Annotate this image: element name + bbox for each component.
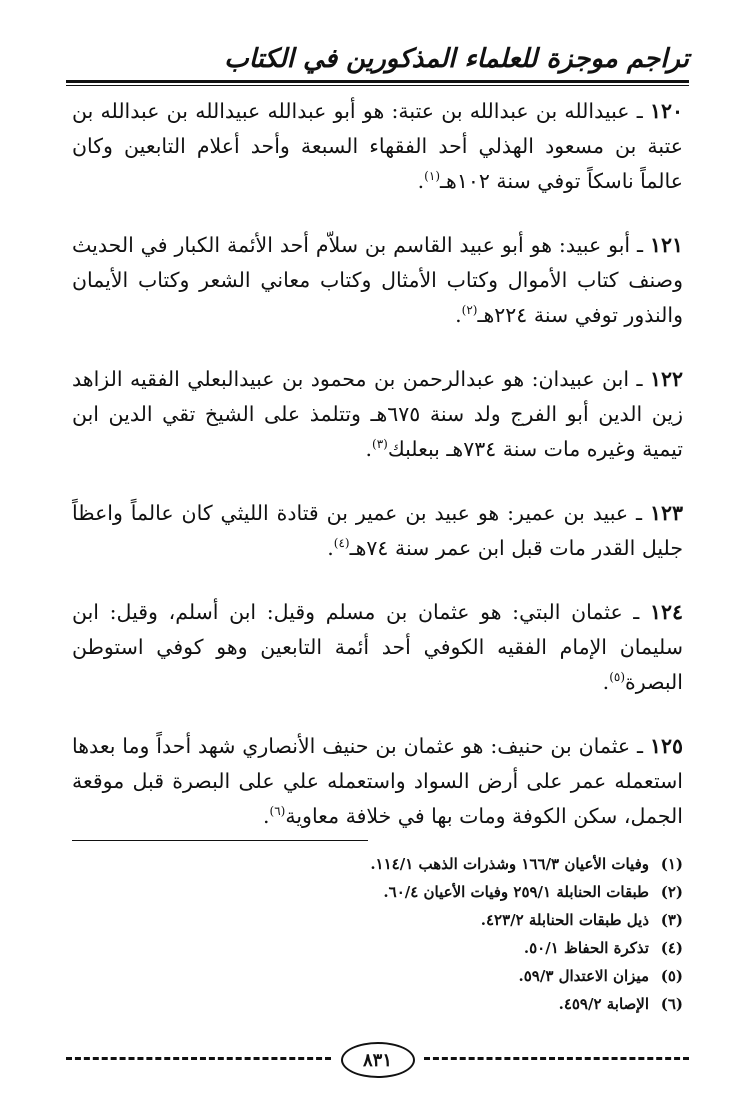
entry-end-dot: .: [327, 536, 334, 560]
footnote-item: [72, 850, 683, 878]
footnote-ref[interactable]: (١): [424, 169, 440, 184]
footnote-ref[interactable]: (٥): [609, 670, 626, 685]
footnote-ref[interactable]: (٣): [372, 437, 388, 452]
entry-text: ـ ابن عبيدان: هو عبدالرحمن بن محمود بن عبيدالبعلي الفقيه الزاهد زين الدين أبو الفرج ولد سنة ٦٧٥هـ وتتلمذ على الشيخ تقي الدين ابن تيمية وغيره مات سنة ٧٣٤هـ ببعلبك: [72, 367, 683, 461]
header-rule-thin: [66, 85, 689, 86]
footnote-number: (٣): [660, 911, 683, 929]
entry-text: ـ عبيد بن عمير: هو عبيد بن عمير بن قتادة الليثي كان عالماً واعظاً جليل القدر مات قبل ابن عمر سنة ٧٤هـ: [72, 501, 683, 560]
footnote-separator: [72, 840, 368, 841]
entry-121: [72, 228, 683, 333]
entry-end-dot: .: [602, 670, 610, 694]
page-footer: [66, 1040, 689, 1080]
entry-text: ـ عثمان بن حنيف: هو عثمان بن حنيف الأنصاري شهد أحداً وما بعدها استعمله عمر على أرض السواد واستعمله علي على البصرة قبل موقعة الجمل، سكن الكوفة ومات بها في خلافة معاوية: [72, 734, 683, 828]
entry-number: ١٢١: [649, 233, 683, 257]
footnotes: [72, 850, 683, 1018]
footnote-ref[interactable]: (٦): [269, 804, 286, 819]
running-header-title: تراجم موجزة للعلماء المذكورين في الكتاب: [224, 44, 689, 74]
entry-end-dot: .: [417, 169, 425, 193]
entry-123: [72, 496, 683, 566]
entry-120: [72, 94, 683, 199]
entry-text: ـ أبو عبيد: هو أبو عبيد القاسم بن سلاّم أحد الأئمة الكبار في الحديث وصنف كتاب الأموال وكتاب الأمثال وكتاب معاني الشعر وكتاب الأيمان والنذور توفي سنة ٢٢٤هـ: [72, 233, 683, 327]
footnote-number: (٤): [660, 939, 683, 957]
footnote-item: [72, 934, 683, 962]
entry-number: ١٢٢: [649, 367, 683, 391]
entry-end-dot: .: [455, 303, 462, 327]
footer-dashed-rule-left: [66, 1057, 331, 1060]
entry-number: ١٢٤: [649, 600, 683, 624]
footnote-text: وفيات الأعيان ١٦٦/٣ وشذرات الذهب ١١٤/١.: [370, 855, 649, 873]
footnote-item: [72, 990, 683, 1018]
entry-number: ١٢٥: [649, 734, 683, 758]
footnote-text: ميزان الاعتدال ٥٩/٣.: [518, 967, 649, 985]
biographies-body: [72, 94, 683, 863]
footnote-number: (٥): [660, 967, 683, 985]
entry-text: ـ عبيدالله بن عبدالله بن عتبة: هو أبو عبدالله عبيدالله بن عبدالله بن عتبة بن مسعود الهذلي أحد الفقهاء السبعة وأحد أعلام التابعين وكان عالماً ناسكاً توفي سنة ١٠٢هـ: [72, 99, 683, 193]
footnote-item: [72, 962, 683, 990]
footnote-number: (٢): [660, 883, 683, 901]
entry-text: ـ عثمان البتي: هو عثمان بن مسلم وقيل: ابن أسلم، وقيل: ابن سليمان الإمام الفقيه الكوفي أحد أئمة التابعين وهو كوفي استوطن البصرة: [72, 600, 683, 694]
page-number-label: ٨٣١: [363, 1049, 393, 1071]
footnote-text: الإصابة ٤٥٩/٢.: [558, 995, 649, 1013]
header-rule-thick: [66, 80, 689, 83]
entry-number: ١٢٠: [649, 99, 683, 123]
footnote-text: تذكرة الحفاظ ٥٠/١.: [523, 939, 649, 957]
footnote-ref[interactable]: (٢): [461, 303, 478, 318]
footer-dashed-rule-right: [424, 1057, 689, 1060]
entry-end-dot: .: [365, 437, 373, 461]
entry-122: [72, 362, 683, 467]
entry-125: [72, 729, 683, 834]
running-header: [66, 40, 689, 84]
footnote-number: (١): [660, 855, 683, 873]
entry-124: [72, 595, 683, 700]
footnote-ref[interactable]: (٤): [333, 536, 350, 551]
footnote-item: [72, 906, 683, 934]
footnote-number: (٦): [660, 995, 683, 1013]
page-number: [341, 1042, 415, 1078]
entry-end-dot: .: [262, 804, 270, 828]
footnote-item: [72, 878, 683, 906]
footnote-text: ذيل طبقات الحنابلة ٤٢٣/٢.: [480, 911, 649, 929]
footnote-text: طبقات الحنابلة ٢٥٩/١ وفيات الأعيان ٦٠/٤.: [383, 883, 649, 901]
entry-number: ١٢٣: [649, 501, 683, 525]
